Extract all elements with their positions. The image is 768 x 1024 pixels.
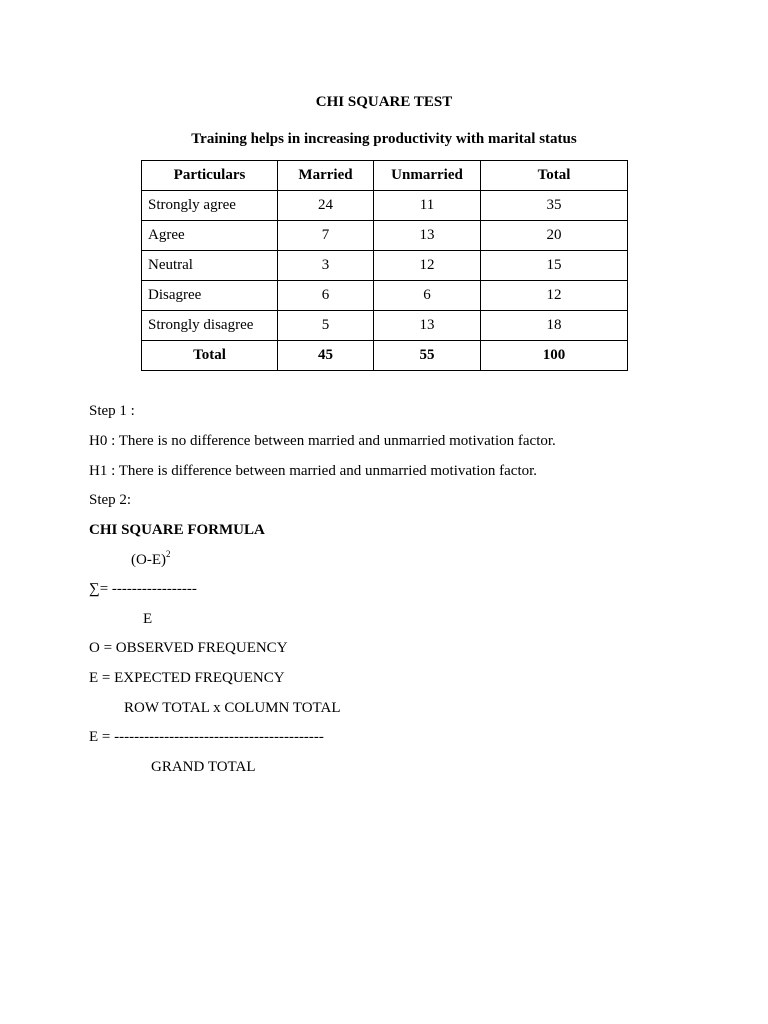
- table-row: [142, 191, 628, 221]
- row-label: Strongly disagree: [142, 311, 278, 341]
- unmarried-cell: 13: [374, 221, 481, 251]
- formula-heading: CHI SQUARE FORMULA: [89, 522, 265, 538]
- table-row: [142, 251, 628, 281]
- table-total-row: [142, 341, 628, 371]
- table-row: [142, 311, 628, 341]
- table-row: [142, 281, 628, 311]
- row-label: Strongly agree: [142, 191, 278, 221]
- married-cell: 24: [278, 191, 374, 221]
- total-row-label: Total: [142, 341, 278, 371]
- row-label: Neutral: [142, 251, 278, 281]
- formula-exponent: 2: [165, 549, 171, 559]
- married-total-cell: 45: [278, 341, 374, 371]
- total-cell: 12: [481, 281, 628, 311]
- page-title: CHI SQUARE TEST: [315, 94, 453, 110]
- married-cell: 5: [278, 311, 374, 341]
- table-header-row: [142, 161, 628, 191]
- grand-total-cell: 100: [481, 341, 628, 371]
- formula-numerator-text: (O-E): [131, 552, 166, 568]
- married-cell: 7: [278, 221, 374, 251]
- step-1-label: Step 1 :: [89, 403, 135, 419]
- expected-formula-numerator: ROW TOTAL x COLUMN TOTAL: [124, 700, 341, 716]
- null-hypothesis: H0 : There is no difference between married and unmarried motivation factor.: [89, 433, 556, 449]
- column-header: Married: [278, 161, 374, 191]
- frequency-table: [141, 160, 628, 371]
- unmarried-cell: 11: [374, 191, 481, 221]
- formula-numerator: [131, 551, 170, 569]
- expected-frequency-definition: E = EXPECTED FREQUENCY: [89, 670, 285, 686]
- observed-frequency-definition: O = OBSERVED FREQUENCY: [89, 640, 288, 656]
- unmarried-cell: 6: [374, 281, 481, 311]
- step-2-label: Step 2:: [89, 492, 132, 508]
- formula-denominator: E: [143, 611, 153, 627]
- row-label: Disagree: [142, 281, 278, 311]
- total-cell: 20: [481, 221, 628, 251]
- expected-formula-denominator: GRAND TOTAL: [151, 759, 256, 775]
- total-cell: 18: [481, 311, 628, 341]
- total-cell: 15: [481, 251, 628, 281]
- alternative-hypothesis: H1 : There is difference between married and unmarried motivation factor.: [89, 463, 538, 479]
- row-label: Agree: [142, 221, 278, 251]
- unmarried-cell: 13: [374, 311, 481, 341]
- column-header: Total: [481, 161, 628, 191]
- column-header: Unmarried: [374, 161, 481, 191]
- page-subtitle: Training helps in increasing productivity with marital status: [191, 131, 577, 147]
- married-cell: 6: [278, 281, 374, 311]
- table-row: [142, 221, 628, 251]
- column-header: Particulars: [142, 161, 278, 191]
- formula-division-line: ∑= -----------------: [89, 581, 197, 597]
- total-cell: 35: [481, 191, 628, 221]
- unmarried-total-cell: 55: [374, 341, 481, 371]
- married-cell: 3: [278, 251, 374, 281]
- expected-formula-line: E = ------------------------------------------: [89, 729, 324, 745]
- unmarried-cell: 12: [374, 251, 481, 281]
